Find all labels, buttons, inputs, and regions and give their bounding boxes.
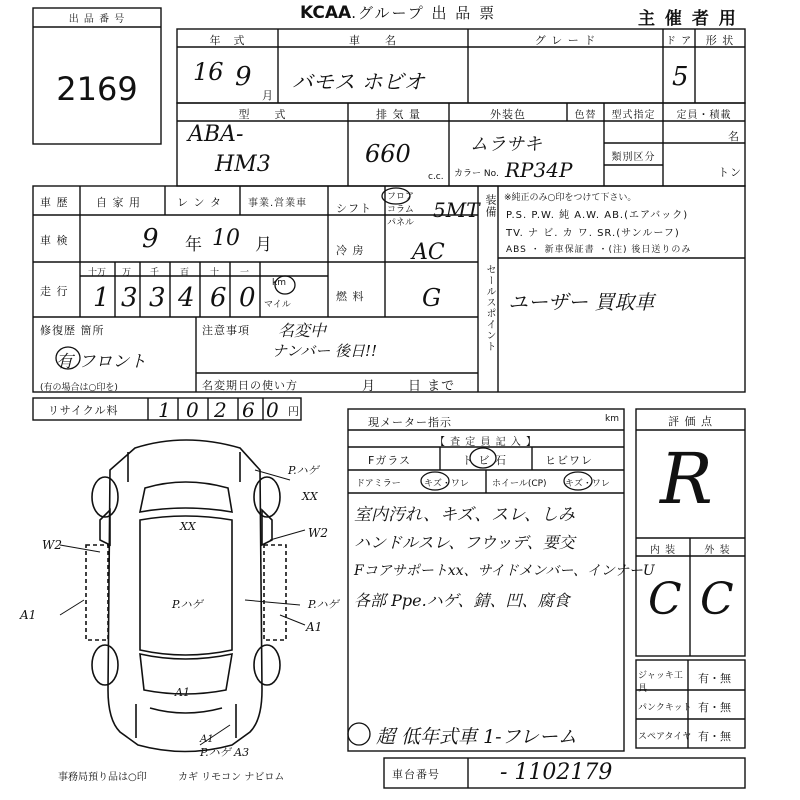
type-line1: ABA- (188, 122, 244, 147)
tool-label-2: スペアタイヤ (638, 732, 692, 742)
year-value: 16 (193, 58, 224, 86)
chassis-number: - 1102179 (500, 760, 613, 785)
shift-value: 5MT (433, 198, 480, 222)
diagram-mark-11: XX (180, 520, 196, 533)
inspector-comment-2: Fコアサポートxx、サイドメンバー、インナーU (354, 563, 655, 579)
mileage-digit-1: 3 (121, 283, 138, 313)
inspection-month: 10 (212, 226, 240, 251)
notes-label: 注意事項 (202, 324, 250, 337)
rating-score: R (660, 438, 713, 520)
fuel-label: 燃 料 (336, 290, 365, 303)
color-no-label: カラー No. (454, 169, 499, 179)
fuel-value: G (422, 284, 442, 312)
mileage-label: 走 行 (40, 285, 69, 298)
recycle-digit-2: 2 (214, 398, 227, 422)
capacity-label: 定員・積載 (676, 110, 732, 121)
exterior-grade: C (700, 574, 734, 625)
inspection-month-unit: 月 (255, 235, 273, 255)
mirror-label: ドアミラー (356, 479, 401, 489)
recycle-digit-4: 0 (266, 398, 279, 422)
diagram-mark-5: A1 (306, 620, 323, 634)
notes-line2: ナンバー 後日!! (272, 342, 378, 360)
inspector-label: 【 査 定 員 記 入 】 (434, 437, 538, 448)
recycle-digit-3: 6 (242, 398, 255, 422)
vehicle-name: バモス ホビオ (292, 70, 425, 94)
notes-line1: 名変中 (278, 321, 327, 340)
diagram-mark-7: P.ハゲ (172, 598, 203, 611)
tool-label-1: パンクキット (638, 703, 692, 713)
organizer-label: 主 催 者 用 (638, 9, 738, 29)
diagram-mark-4: A1 (20, 608, 37, 622)
doors-value: 5 (672, 62, 689, 92)
recycle-digit-1: 0 (186, 398, 199, 422)
shift-panel: パネル (387, 218, 415, 228)
doors-label: ド ア (665, 36, 693, 47)
repair-note: (有の場合は○印を) (40, 383, 118, 393)
type-line2: HM3 (215, 152, 271, 177)
displacement-value: 660 (365, 140, 411, 168)
glass-crack-label: ヒビワレ (545, 454, 593, 467)
km-unit: km (272, 278, 286, 288)
cc-unit: c.c. (428, 172, 444, 182)
mileage-digit-2: 3 (149, 283, 166, 313)
type-label: 型 式 (238, 108, 287, 121)
designation-label: 型式指定 (611, 110, 656, 121)
diagram-mark-3: W2 (42, 538, 62, 552)
load-unit: トン (718, 166, 742, 179)
business-label: 事業.営業車 (248, 198, 308, 209)
rating-label: 評 価 点 (668, 415, 713, 428)
name-label: 車 名 (349, 34, 397, 47)
diagram-mark-0: P.ハゲ (288, 464, 319, 477)
footer-items: カギ リモコン ナビロム (178, 772, 285, 783)
tool-value-0: 有・無 (698, 672, 731, 685)
digit-label-5: 一 (240, 268, 250, 278)
tool-value-2: 有・無 (698, 730, 731, 743)
shift-column: コラム (387, 205, 414, 215)
sales-point-text: ユーザー 買取車 (508, 290, 655, 314)
tool-label-0: ジャッキ工具 (638, 671, 683, 694)
displacement-label: 排 気 量 (376, 108, 421, 121)
interior-grade: C (648, 574, 682, 625)
month-value: 9 (235, 62, 252, 92)
interior-label: 内 装 (649, 545, 677, 556)
inspector-final: 超 低年式車 1-フレーム (376, 726, 577, 748)
shift-floor: フロア (387, 192, 415, 202)
glass-f-label: Fガラス (368, 454, 411, 467)
diagram-mark-6: A1 (175, 686, 190, 699)
equipment-line3: ABS ・ 新車保証書 ・(注) 後日送りのみ (506, 245, 692, 255)
category-label: 類別区分 (611, 152, 656, 163)
color-value: ムラサキ (470, 134, 542, 155)
repair-value: 有 フロント (56, 352, 147, 372)
inspection-year: 9 (142, 224, 159, 254)
wheel-label: ホイール(CP) (492, 479, 547, 489)
inspection-label: 車 検 (40, 234, 69, 247)
diagram-mark-8: P.ハゲ (308, 598, 339, 611)
diagram-mark-1: XX (302, 490, 318, 503)
footer-note: 事務局預り品は○印 (58, 772, 147, 783)
header-title: .グループ 出 品 票 (351, 4, 497, 22)
digit-label-3: 百 (180, 268, 190, 278)
equipment-label: 装備 (484, 194, 497, 218)
month-unit: 月 (262, 89, 274, 102)
mileage-digit-3: 4 (178, 283, 195, 313)
exterior-label: 外 装 (704, 545, 731, 556)
body-label: 形 状 (705, 34, 735, 47)
private-label: 自 家 用 (96, 196, 141, 209)
inspector-comment-1: ハンドルスレ、フウッデ、要交 (354, 533, 575, 552)
diagram-mark-9: A1 (200, 734, 214, 745)
mileage-digit-0: 1 (93, 283, 110, 313)
recycle-unit: 円 (288, 405, 300, 418)
glass-chip-label: ト ビ 石 (462, 454, 507, 467)
inspector-comment-3: 各部 Ppe.ハゲ、錆、凹、腐食 (354, 591, 570, 610)
repaint-label: 色替 (574, 110, 597, 121)
recycle-digit-0: 1 (158, 398, 171, 422)
wheel-option: キズ・ワレ (565, 479, 610, 489)
lot-number-label: 出 品 番 号 (68, 14, 126, 25)
equipment-line2: TV. ナ ビ. カ ワ. SR.(サンルーフ) (506, 228, 680, 239)
digit-label-2: 千 (150, 268, 160, 278)
diagram-mark-10: P.ハゲ A3 (200, 746, 250, 759)
mileage-digit-4: 6 (210, 283, 227, 313)
grade-label: グ レ ー ド (534, 34, 597, 47)
digit-label-0: 十万 (88, 268, 107, 278)
meter-unit: km (605, 414, 619, 424)
year-label: 年 式 (209, 34, 246, 47)
rental-label: レ ン タ (177, 196, 222, 209)
recycle-label: リサイクル料 (48, 404, 119, 417)
deadline-month: 月 (362, 379, 377, 394)
repair-label: 修復歴 箇所 (40, 324, 105, 337)
digit-label-4: 十 (210, 268, 220, 278)
shift-label: シフト (336, 202, 372, 215)
deadline-day: 日 まで (408, 379, 456, 394)
meter-label: 現メーター指示 (368, 416, 452, 429)
color-label: 外装色 (490, 108, 526, 121)
history-label: 車 歴 (40, 196, 69, 209)
aircon-label: 冷 房 (336, 244, 365, 257)
mileage-digit-5: 0 (239, 283, 256, 313)
equipment-note: ※純正のみ○印をつけて下さい。 (504, 193, 637, 203)
seats-unit: 名 (728, 130, 740, 143)
lot-number: 2169 (56, 70, 138, 108)
header (300, 2, 496, 23)
mirror-option: キズ・ワレ (424, 479, 469, 489)
sales-point-label: セールスポイント (484, 264, 495, 352)
miles-unit: マイル (264, 300, 291, 310)
color-code: RP34P (505, 158, 573, 182)
chassis-label: 車台番号 (392, 768, 440, 781)
diagram-mark-2: W2 (308, 526, 328, 540)
inspector-comment-0: 室内汚れ、キズ、スレ、しみ (354, 505, 575, 525)
inspection-year-unit: 年 (185, 235, 203, 255)
tool-value-1: 有・無 (698, 701, 731, 714)
header-logo: KCAA (300, 3, 352, 23)
equipment-line1: P.S. P.W. 純 A.W. AB.(エアバック) (506, 210, 689, 221)
aircon-value: AC (412, 240, 445, 265)
deadline-label: 名変期日の使い方 (202, 379, 298, 392)
digit-label-1: 万 (122, 268, 132, 278)
